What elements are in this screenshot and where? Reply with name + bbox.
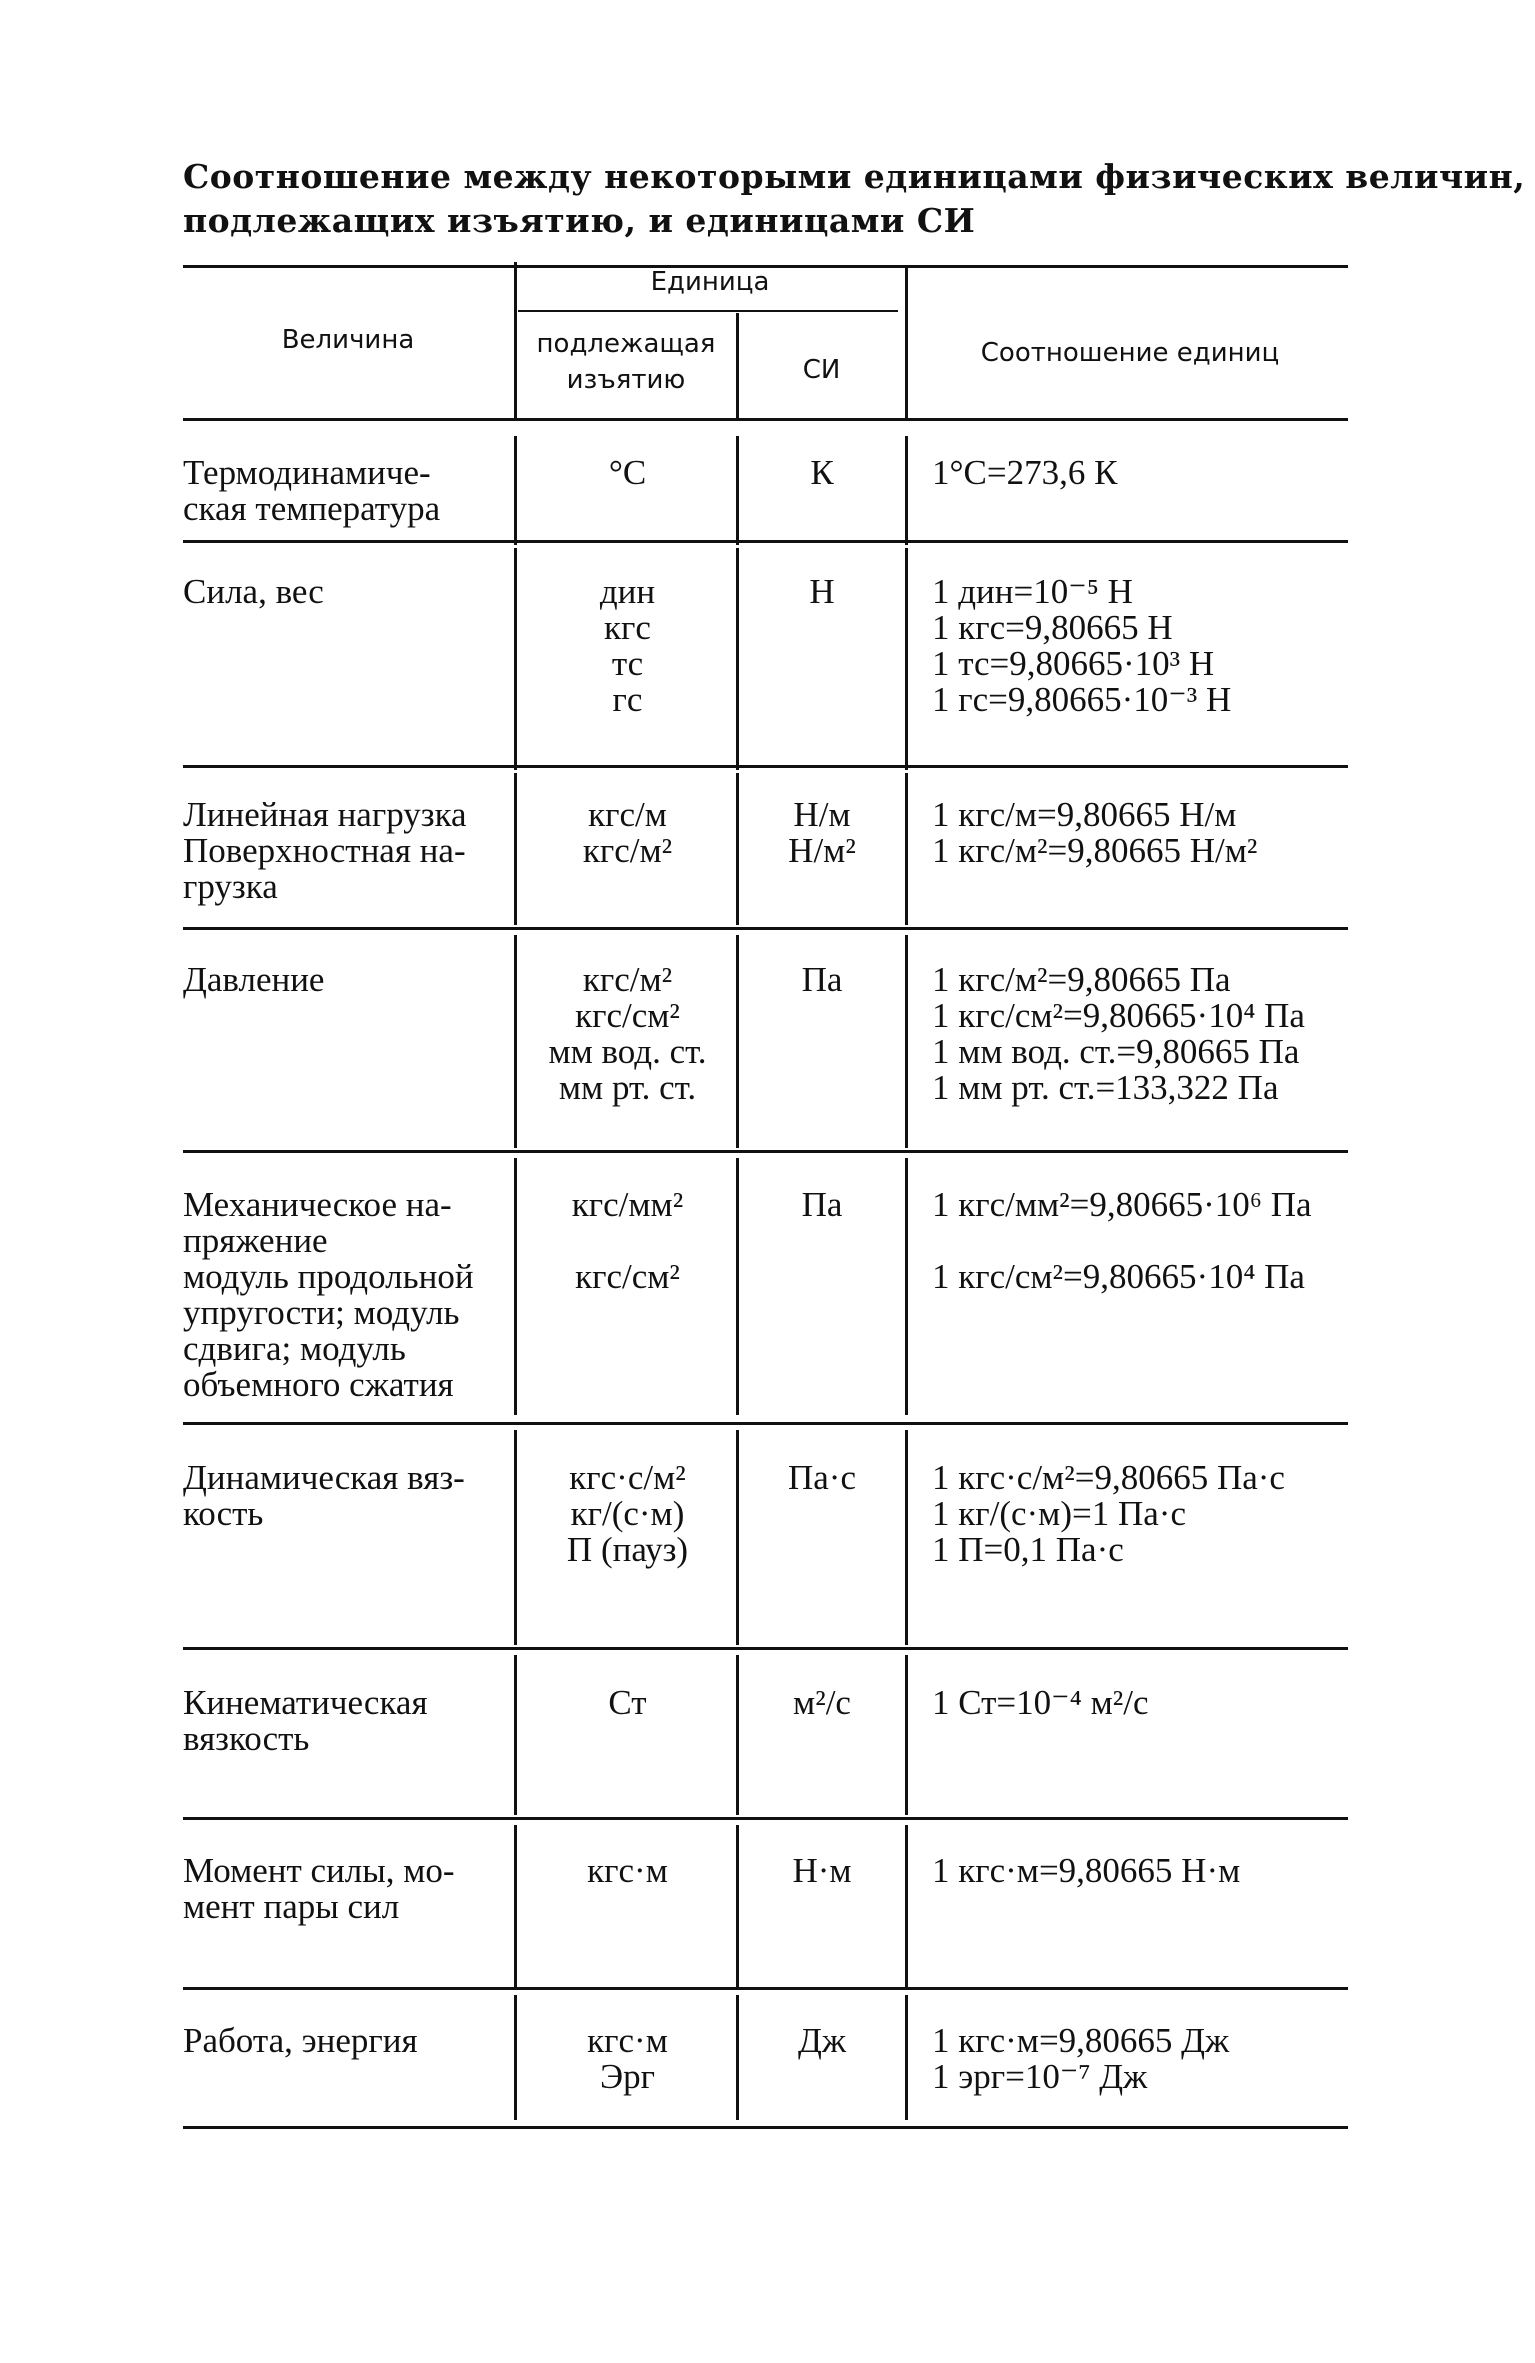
column-divider (905, 773, 908, 925)
unit-relation-line (932, 1223, 1352, 1259)
si-unit-line: Н (809, 572, 835, 611)
quantity-name-line: Работа, энергия (183, 2021, 418, 2060)
unit-relation-line: 1 дин=10⁻⁵ Н (932, 572, 1133, 611)
withdrawn-unit-line: кгс/м² (582, 960, 673, 999)
withdrawn-unit-line: кгс/см² (575, 1257, 680, 1296)
withdrawn-unit-line: кгс·м (587, 2021, 668, 2060)
quantity-name-line: грузка (183, 867, 278, 906)
withdrawn-unit-line: кгс/мм² (571, 1185, 684, 1224)
unit-relation-line: 1 кгс·м=9,80665 Н·м (932, 1851, 1241, 1890)
unit-relation-cell (932, 1460, 1352, 1568)
quantity-name-line: Динамическая вяз- (183, 1458, 465, 1497)
si-unit-cell (742, 574, 902, 610)
column-divider (905, 548, 908, 770)
si-unit-cell (742, 1187, 902, 1223)
unit-relation-line: 1 П=0,1 Па·с (932, 1530, 1124, 1569)
quantity-name-line: Механическое на- (183, 1185, 452, 1224)
quantity-name-line: сдвига; модуль (183, 1329, 406, 1368)
unit-relation-line: 1 эрг=10⁻⁷ Дж (932, 2057, 1148, 2096)
quantity-name-cell (183, 1187, 503, 1403)
column-divider (905, 1995, 908, 2120)
header-divider-1 (514, 262, 517, 420)
withdrawn-unit-line (520, 1223, 735, 1259)
unit-relation-line: 1 Ст=10⁻⁴ м²/с (932, 1683, 1149, 1722)
unit-relation-line: 1 кгс/мм²=9,80665·10⁶ Па (932, 1185, 1312, 1224)
si-unit-line: Па (801, 960, 843, 999)
column-divider (736, 548, 739, 770)
si-unit-cell (742, 1853, 902, 1889)
quantity-name-cell (183, 1460, 503, 1532)
withdrawn-unit-line: Ст (608, 1683, 647, 1722)
quantity-name-cell (183, 1853, 503, 1925)
unit-relation-line: 1 кгс/см²=9,80665·10⁴ Па (932, 1257, 1305, 1296)
column-divider (514, 1825, 517, 1988)
quantity-name-line: Сила, вес (183, 572, 324, 611)
unit-relation-line: 1 мм рт. ст.=133,322 Па (932, 1068, 1279, 1107)
table-bottom-rule (183, 2126, 1348, 2129)
quantity-name-cell (183, 455, 503, 527)
column-divider (736, 773, 739, 925)
withdrawn-unit-cell (520, 2023, 735, 2095)
si-unit-line: Па (801, 1185, 843, 1224)
si-unit-cell (742, 1685, 902, 1721)
withdrawn-unit-cell (520, 1460, 735, 1568)
unit-relation-line: 1 кгс=9,80665 Н (932, 608, 1173, 647)
quantity-name-line: Линейная нагрузка (183, 795, 467, 834)
header-unit-si: СИ (802, 355, 841, 385)
quantity-name-line: кость (183, 1494, 264, 1533)
column-divider (905, 935, 908, 1148)
row-separator (183, 1817, 1348, 1820)
header-unit-withdrawn-line-1: подлежащая (536, 329, 716, 359)
quantity-name-cell (183, 1685, 503, 1757)
column-divider (736, 1995, 739, 2120)
unit-relation-line: 1 мм вод. ст.=9,80665 Па (932, 1032, 1300, 1071)
unit-relation-line: 1 кгс/м²=9,80665 Н/м² (932, 831, 1258, 870)
unit-relation-cell (932, 2023, 1352, 2095)
quantity-name-line: Термодинамиче- (183, 453, 431, 492)
si-unit-cell (742, 2023, 902, 2059)
withdrawn-unit-line: кгс·с/м² (569, 1458, 686, 1497)
unit-relation-line: 1 кгс·с/м²=9,80665 Па·с (932, 1458, 1285, 1497)
unit-relation-cell (932, 962, 1352, 1106)
si-unit-line: Па·с (787, 1458, 856, 1497)
withdrawn-unit-cell (520, 1187, 735, 1295)
withdrawn-unit-cell (520, 797, 735, 869)
withdrawn-unit-line: мм рт. ст. (558, 1068, 697, 1107)
column-divider (736, 1430, 739, 1645)
withdrawn-unit-cell (520, 1853, 735, 1889)
withdrawn-unit-line: Эрг (600, 2057, 655, 2096)
quantity-name-line: Момент силы, мо- (183, 1851, 455, 1890)
unit-relation-line: 1 кгс·м=9,80665 Дж (932, 2021, 1230, 2060)
quantity-name-line: пряжение (183, 1221, 328, 1260)
header-divider-2 (736, 313, 739, 420)
quantity-name-cell (183, 962, 503, 998)
quantity-name-cell (183, 2023, 503, 2059)
unit-relation-cell (932, 797, 1352, 869)
column-divider (905, 1655, 908, 1815)
column-divider (514, 773, 517, 925)
withdrawn-unit-line: кг/(с·м) (570, 1494, 685, 1533)
column-divider (514, 436, 517, 545)
quantity-name-line: Кинематическая (183, 1683, 428, 1722)
unit-relation-line: 1 кгс/м=9,80665 Н/м (932, 795, 1237, 834)
quantity-name-line: мент пары сил (183, 1887, 400, 1926)
withdrawn-unit-cell (520, 455, 735, 491)
row-separator (183, 1987, 1348, 1990)
column-divider (736, 1655, 739, 1815)
si-unit-cell (742, 797, 902, 869)
header-bottom-rule (183, 418, 1348, 421)
column-divider (736, 1158, 739, 1415)
column-divider (514, 1158, 517, 1415)
quantity-name-cell (183, 574, 503, 610)
withdrawn-unit-line: кгс/м² (582, 831, 673, 870)
header-unit-withdrawn (518, 326, 734, 398)
column-divider (514, 1995, 517, 2120)
withdrawn-unit-line: тс (611, 644, 644, 683)
row-separator (183, 1150, 1348, 1153)
column-divider (514, 935, 517, 1148)
column-divider (514, 1655, 517, 1815)
column-divider (736, 1825, 739, 1988)
withdrawn-unit-line: П (пауз) (566, 1530, 689, 1569)
withdrawn-unit-line: мм вод. ст. (548, 1032, 707, 1071)
unit-relation-line: 1 кг/(с·м)=1 Па·с (932, 1494, 1186, 1533)
column-divider (736, 436, 739, 545)
header-divider-3 (905, 265, 908, 420)
withdrawn-unit-line: дин (599, 572, 656, 611)
si-unit-cell (742, 455, 902, 491)
withdrawn-unit-line: гс (612, 680, 643, 719)
header-unit: Единица (650, 267, 770, 297)
si-unit-cell (742, 962, 902, 998)
unit-relation-cell (932, 1853, 1352, 1889)
withdrawn-unit-cell (520, 1685, 735, 1721)
row-separator (183, 927, 1348, 930)
table-title (183, 155, 1526, 243)
row-separator (183, 1647, 1348, 1650)
column-divider (905, 1825, 908, 1988)
unit-relation-line: 1 кгс/м²=9,80665 Па (932, 960, 1231, 999)
title-line-2: подлежащих изъятию, и единицами СИ (183, 201, 976, 240)
row-separator (183, 540, 1348, 543)
withdrawn-unit-cell (520, 574, 735, 718)
title-line-1: Соотношение между некоторыми единицами физических величин, (183, 157, 1526, 196)
quantity-name-line: Давление (183, 960, 325, 999)
withdrawn-unit-line: кгс/м (588, 795, 667, 834)
unit-relation-cell (932, 1685, 1352, 1721)
unit-relation-cell (932, 574, 1352, 718)
unit-relation-cell (932, 1187, 1352, 1295)
si-unit-cell (742, 1460, 902, 1496)
si-unit-line: Н·м (792, 1851, 852, 1890)
header-quantity: Величина (281, 325, 415, 355)
unit-group-rule (518, 310, 898, 312)
column-divider (905, 436, 908, 545)
quantity-name-cell (183, 797, 503, 905)
column-divider (905, 1430, 908, 1645)
si-unit-line: Н/м² (788, 831, 856, 870)
unit-relation-line: 1 кгс/см²=9,80665·10⁴ Па (932, 996, 1305, 1035)
column-divider (514, 548, 517, 770)
row-separator (183, 1422, 1348, 1425)
withdrawn-unit-line: кгс·м (587, 1851, 668, 1890)
quantity-name-line: объемного сжатия (183, 1365, 454, 1404)
withdrawn-unit-line: кгс/см² (575, 996, 680, 1035)
withdrawn-unit-line: °C (608, 453, 647, 492)
quantity-name-line: ская температура (183, 489, 441, 528)
unit-relation-cell (932, 455, 1352, 491)
row-separator (183, 765, 1348, 768)
unit-relation-line: 1°C=273,6 К (932, 453, 1118, 492)
si-unit-line: Н/м (793, 795, 851, 834)
si-unit-line: Дж (797, 2021, 847, 2060)
column-divider (736, 935, 739, 1148)
header-unit-withdrawn-line-2: изъятию (566, 365, 686, 395)
si-unit-line: м²/с (793, 1683, 851, 1722)
column-divider (514, 1430, 517, 1645)
header-relation: Соотношение единиц (980, 338, 1280, 368)
quantity-name-line: вязкость (183, 1719, 310, 1758)
column-divider (905, 1158, 908, 1415)
unit-relation-line: 1 тс=9,80665·10³ Н (932, 644, 1215, 683)
quantity-name-line: упругости; модуль (183, 1293, 460, 1332)
si-unit-line: К (810, 453, 834, 492)
withdrawn-unit-line: кгс (604, 608, 651, 647)
quantity-name-line: модуль продольной (183, 1257, 474, 1296)
withdrawn-unit-cell (520, 962, 735, 1106)
quantity-name-line: Поверхностная на- (183, 831, 466, 870)
unit-relation-line: 1 гс=9,80665·10⁻³ Н (932, 680, 1232, 719)
